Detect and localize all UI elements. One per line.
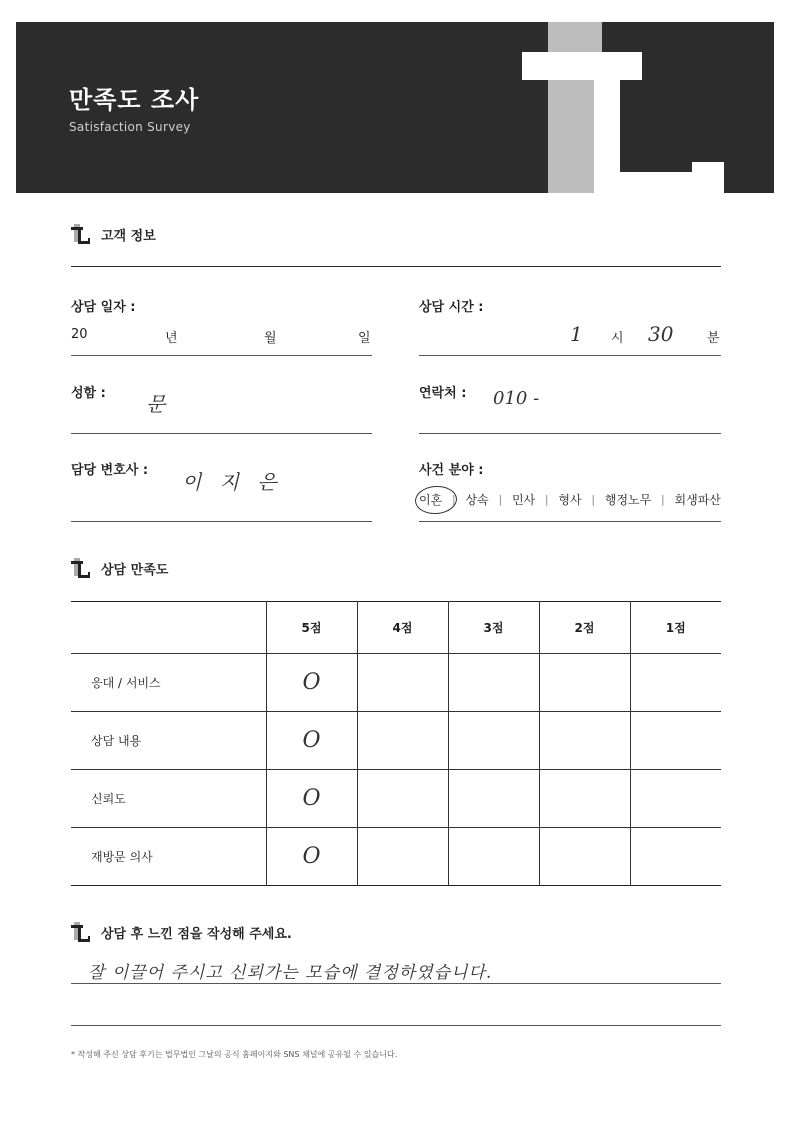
section-bullet-icon — [71, 557, 93, 579]
handwritten-o-mark: O — [302, 728, 321, 753]
rating-cell-4[interactable] — [357, 654, 448, 712]
case-field-label: 사건 분야 : — [419, 463, 484, 478]
column-header-4: 4점 — [357, 602, 448, 654]
rating-cell-3[interactable] — [448, 770, 539, 828]
brand-logo-icon — [502, 22, 774, 193]
comment-text: 잘 이끌어 주시고 신뢰가는 모습에 결정하였습니다. — [88, 963, 493, 983]
row-label-trust: 신뢰도 — [71, 770, 266, 828]
case-field-line — [419, 521, 721, 522]
header-banner — [16, 22, 774, 193]
divider — [71, 266, 721, 267]
contact-field-line[interactable] — [419, 433, 721, 434]
rating-cell-5[interactable] — [266, 654, 357, 712]
time-minute-value: 30 — [648, 322, 674, 346]
table-header-row — [71, 602, 721, 654]
option-separator: | — [544, 492, 549, 506]
time-label: 상담 시간 : — [419, 300, 484, 315]
time-hour-value: 1 — [570, 322, 583, 346]
time-hour-unit: 시 — [611, 331, 624, 346]
handwritten-o-mark: O — [302, 844, 321, 869]
option-separator: | — [451, 492, 456, 506]
table-row — [71, 770, 721, 828]
row-label-service: 응대 / 서비스 — [71, 654, 266, 712]
page-title: 만족도 조사 — [69, 86, 200, 114]
lawyer-label: 담당 변호사 : — [71, 463, 149, 478]
date-year-prefix: 20 — [71, 327, 88, 342]
rating-cell-4[interactable] — [357, 770, 448, 828]
case-option-inheritance[interactable]: 상속 — [465, 492, 489, 507]
date-month-unit: 월 — [264, 331, 277, 346]
footnote: * 작성해 주신 상담 후기는 법무법인 그날의 공식 홈페이지와 SNS 채널에 공유될 수 있습니다. — [71, 1050, 398, 1059]
table-row — [71, 828, 721, 886]
rating-cell-4[interactable] — [357, 828, 448, 886]
column-header-3: 3점 — [448, 602, 539, 654]
rating-cell-5[interactable] — [266, 770, 357, 828]
date-year-unit: 년 — [165, 331, 178, 346]
page-subtitle: Satisfaction Survey — [69, 120, 191, 134]
option-separator: | — [591, 492, 596, 506]
case-option-admin-labor[interactable]: 행정노무 — [604, 492, 652, 507]
row-label-revisit: 재방문 의사 — [71, 828, 266, 886]
column-header-2: 2점 — [539, 602, 630, 654]
table-row — [71, 712, 721, 770]
case-option-criminal[interactable]: 형사 — [558, 492, 582, 507]
handwritten-o-mark: O — [302, 670, 321, 695]
section-heading-satisfaction — [71, 556, 168, 580]
rating-cell-2[interactable] — [539, 828, 630, 886]
rating-cell-1[interactable] — [630, 654, 721, 712]
date-field-line[interactable] — [71, 355, 372, 356]
section-title: 상담 만족도 — [101, 562, 169, 578]
case-option-civil[interactable]: 민사 — [511, 492, 536, 507]
rating-cell-4[interactable] — [357, 712, 448, 770]
rating-cell-1[interactable] — [630, 770, 721, 828]
rating-cell-2[interactable] — [539, 770, 630, 828]
comment-line-1[interactable] — [71, 983, 721, 984]
column-header-1: 1점 — [630, 602, 721, 654]
option-separator: | — [661, 492, 665, 506]
table-row — [71, 654, 721, 712]
section-heading-comment — [71, 920, 292, 944]
rating-cell-5[interactable] — [266, 828, 357, 886]
date-day-unit: 일 — [358, 331, 371, 346]
contact-value: 010 - — [493, 388, 540, 409]
satisfaction-table — [71, 601, 721, 886]
section-title: 고객 정보 — [101, 228, 156, 244]
case-option-rehab-bankruptcy[interactable]: 회생파산 — [674, 492, 721, 507]
rating-cell-2[interactable] — [539, 654, 630, 712]
lawyer-value: 이 지 은 — [182, 470, 283, 494]
date-label: 상담 일자 : — [71, 300, 136, 315]
contact-label: 연락처 : — [419, 386, 467, 401]
name-field-line[interactable] — [71, 433, 372, 434]
rating-cell-1[interactable] — [630, 828, 721, 886]
row-label-content: 상담 내용 — [71, 712, 266, 770]
section-bullet-icon — [71, 921, 93, 943]
table-corner — [71, 602, 266, 654]
case-option-divorce[interactable]: 이혼 — [419, 492, 443, 507]
comment-line-2[interactable] — [71, 1025, 721, 1026]
section-bullet-icon — [71, 223, 93, 245]
rating-cell-1[interactable] — [630, 712, 721, 770]
rating-cell-3[interactable] — [448, 712, 539, 770]
handwritten-o-mark: O — [302, 786, 321, 811]
column-header-5: 5점 — [266, 602, 357, 654]
name-label: 성함 : — [71, 386, 106, 401]
rating-cell-3[interactable] — [448, 654, 539, 712]
time-field-line[interactable] — [419, 355, 721, 356]
section-title: 상담 후 느낀 점을 작성해 주세요. — [101, 926, 292, 942]
case-field-options — [419, 488, 721, 510]
name-value: 문 — [146, 392, 166, 416]
rating-cell-3[interactable] — [448, 828, 539, 886]
option-separator: | — [498, 492, 503, 506]
section-heading-customer — [71, 222, 156, 246]
rating-cell-5[interactable] — [266, 712, 357, 770]
rating-cell-2[interactable] — [539, 712, 630, 770]
lawyer-field-line[interactable] — [71, 521, 372, 522]
time-minute-unit: 분 — [707, 331, 720, 346]
